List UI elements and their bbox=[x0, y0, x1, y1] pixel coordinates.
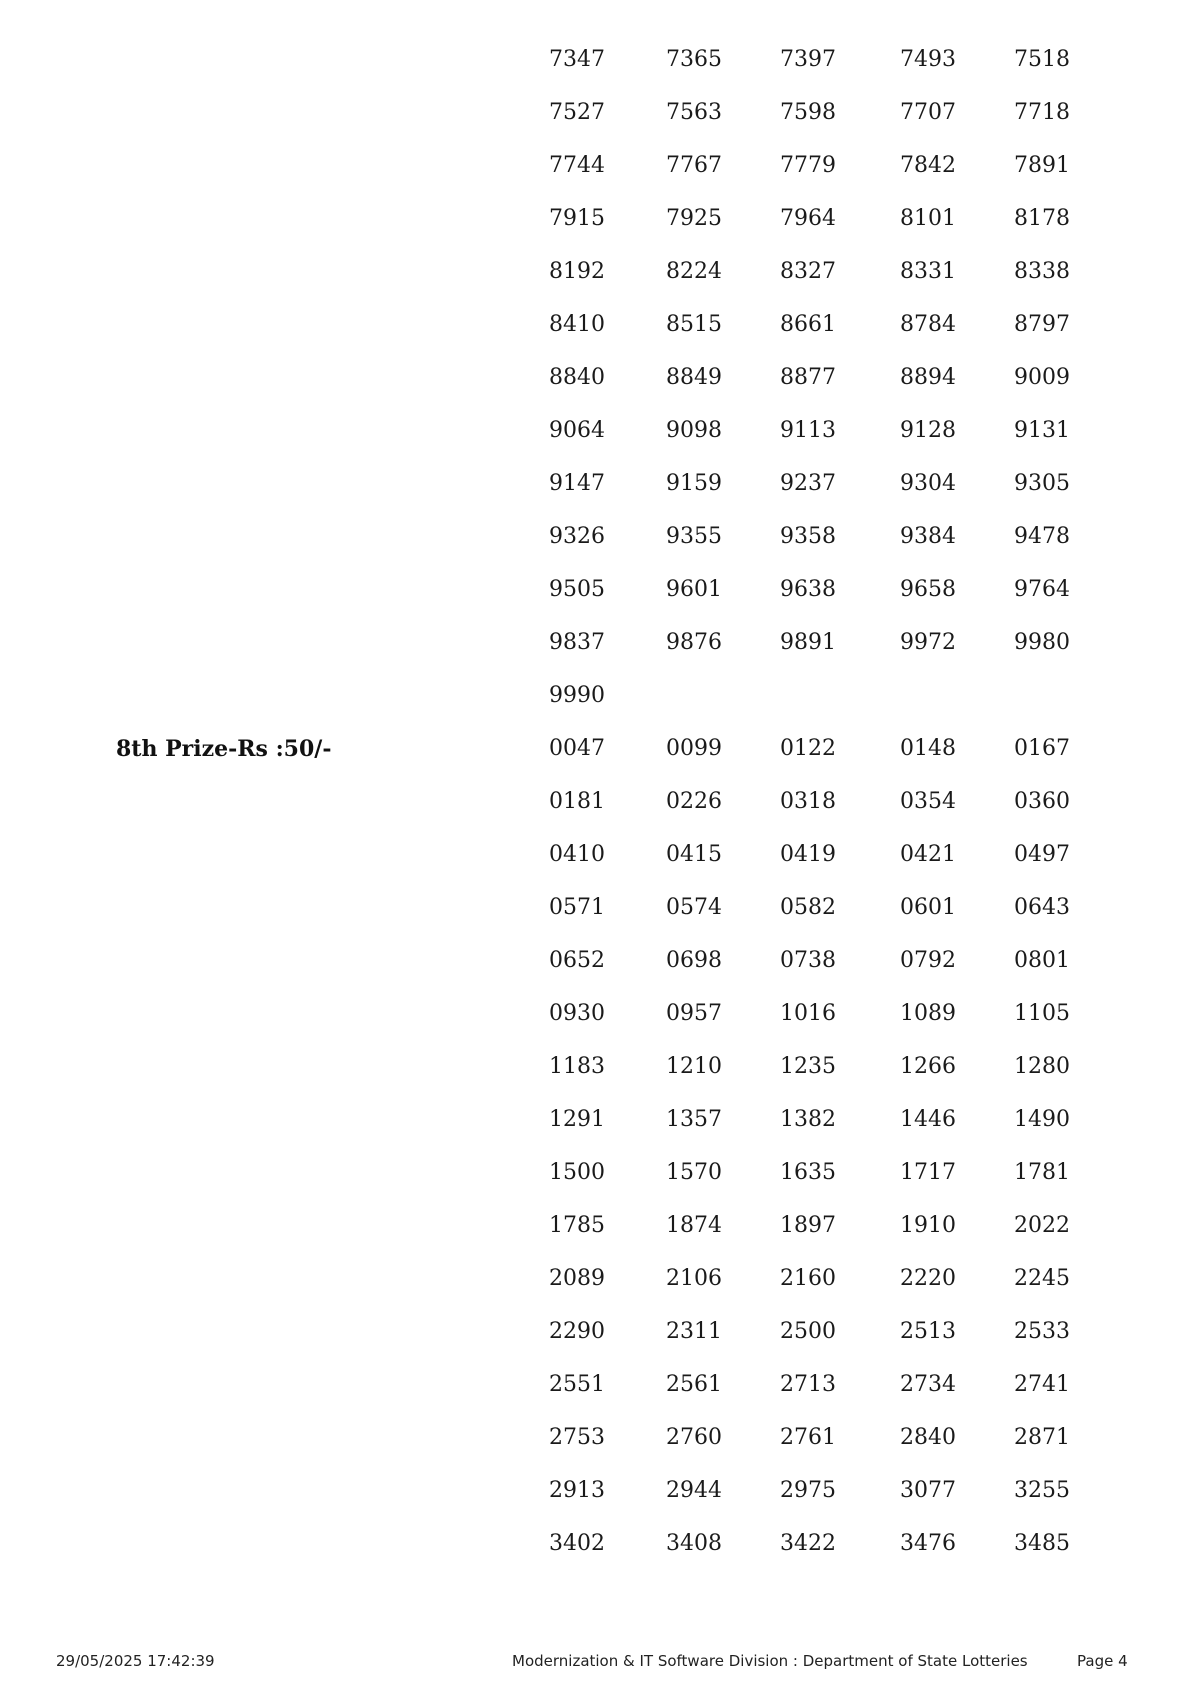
ticket-number: 7925 bbox=[666, 206, 722, 231]
ticket-number: 1357 bbox=[666, 1107, 722, 1132]
ticket-number: 8192 bbox=[549, 259, 605, 284]
ticket-number: 1446 bbox=[900, 1107, 956, 1132]
ticket-number: 7493 bbox=[900, 47, 956, 72]
ticket-number: 2513 bbox=[900, 1319, 956, 1344]
ticket-number: 9764 bbox=[1014, 577, 1070, 602]
ticket-number: 7518 bbox=[1014, 47, 1070, 72]
ticket-number: 2220 bbox=[900, 1266, 956, 1291]
ticket-number: 1717 bbox=[900, 1160, 956, 1185]
ticket-number: 1874 bbox=[666, 1213, 722, 1238]
ticket-number: 7563 bbox=[666, 100, 722, 125]
ticket-number: 9355 bbox=[666, 524, 722, 549]
ticket-number: 7527 bbox=[549, 100, 605, 125]
ticket-number: 2741 bbox=[1014, 1372, 1070, 1397]
ticket-number: 3422 bbox=[780, 1531, 836, 1556]
ticket-number: 8338 bbox=[1014, 259, 1070, 284]
ticket-number: 7347 bbox=[549, 47, 605, 72]
ticket-number: 1291 bbox=[549, 1107, 605, 1132]
ticket-number: 0574 bbox=[666, 895, 722, 920]
ticket-number: 0318 bbox=[780, 789, 836, 814]
ticket-number: 8224 bbox=[666, 259, 722, 284]
ticket-number: 7598 bbox=[780, 100, 836, 125]
ticket-number: 8178 bbox=[1014, 206, 1070, 231]
ticket-number: 2160 bbox=[780, 1266, 836, 1291]
ticket-number: 2713 bbox=[780, 1372, 836, 1397]
ticket-number: 9113 bbox=[780, 418, 836, 443]
ticket-number: 1897 bbox=[780, 1213, 836, 1238]
ticket-number: 0652 bbox=[549, 948, 605, 973]
ticket-number: 1105 bbox=[1014, 1001, 1070, 1026]
ticket-number: 3485 bbox=[1014, 1531, 1070, 1556]
ticket-number: 7718 bbox=[1014, 100, 1070, 125]
ticket-number: 2944 bbox=[666, 1478, 722, 1503]
ticket-number: 9009 bbox=[1014, 365, 1070, 390]
ticket-number: 8784 bbox=[900, 312, 956, 337]
ticket-number: 2734 bbox=[900, 1372, 956, 1397]
ticket-number: 1210 bbox=[666, 1054, 722, 1079]
ticket-number: 1089 bbox=[900, 1001, 956, 1026]
ticket-number: 1500 bbox=[549, 1160, 605, 1185]
ticket-number: 0582 bbox=[780, 895, 836, 920]
ticket-number: 9326 bbox=[549, 524, 605, 549]
ticket-number: 3476 bbox=[900, 1531, 956, 1556]
ticket-number: 0099 bbox=[666, 736, 722, 761]
ticket-number: 9064 bbox=[549, 418, 605, 443]
footer-timestamp: 29/05/2025 17:42:39 bbox=[56, 1652, 215, 1670]
ticket-number: 7365 bbox=[666, 47, 722, 72]
ticket-number: 8894 bbox=[900, 365, 956, 390]
ticket-number: 0122 bbox=[780, 736, 836, 761]
ticket-number: 2022 bbox=[1014, 1213, 1070, 1238]
ticket-number: 9658 bbox=[900, 577, 956, 602]
ticket-number: 0643 bbox=[1014, 895, 1070, 920]
ticket-number: 0181 bbox=[549, 789, 605, 814]
ticket-number: 3408 bbox=[666, 1531, 722, 1556]
ticket-number: 9304 bbox=[900, 471, 956, 496]
ticket-number: 0419 bbox=[780, 842, 836, 867]
ticket-number: 8331 bbox=[900, 259, 956, 284]
ticket-number: 0226 bbox=[666, 789, 722, 814]
ticket-number: 9876 bbox=[666, 630, 722, 655]
ticket-number: 8877 bbox=[780, 365, 836, 390]
ticket-number: 8101 bbox=[900, 206, 956, 231]
ticket-number: 7707 bbox=[900, 100, 956, 125]
ticket-number: 3255 bbox=[1014, 1478, 1070, 1503]
ticket-number: 0601 bbox=[900, 895, 956, 920]
ticket-number: 9305 bbox=[1014, 471, 1070, 496]
ticket-number: 9638 bbox=[780, 577, 836, 602]
ticket-number: 0360 bbox=[1014, 789, 1070, 814]
ticket-number: 7915 bbox=[549, 206, 605, 231]
ticket-number: 0421 bbox=[900, 842, 956, 867]
ticket-number: 1781 bbox=[1014, 1160, 1070, 1185]
ticket-number: 8840 bbox=[549, 365, 605, 390]
ticket-number: 2561 bbox=[666, 1372, 722, 1397]
ticket-number: 9358 bbox=[780, 524, 836, 549]
ticket-number: 0957 bbox=[666, 1001, 722, 1026]
ticket-number: 8661 bbox=[780, 312, 836, 337]
ticket-number: 2753 bbox=[549, 1425, 605, 1450]
ticket-number: 0930 bbox=[549, 1001, 605, 1026]
ticket-number: 2245 bbox=[1014, 1266, 1070, 1291]
ticket-number: 0792 bbox=[900, 948, 956, 973]
ticket-number: 9891 bbox=[780, 630, 836, 655]
ticket-number: 9098 bbox=[666, 418, 722, 443]
ticket-number: 2311 bbox=[666, 1319, 722, 1344]
footer-division: Modernization & IT Software Division : Department of State Lotteries bbox=[512, 1652, 1028, 1670]
ticket-number: 1490 bbox=[1014, 1107, 1070, 1132]
ticket-number: 9478 bbox=[1014, 524, 1070, 549]
ticket-number: 7891 bbox=[1014, 153, 1070, 178]
ticket-number: 2913 bbox=[549, 1478, 605, 1503]
ticket-number: 7842 bbox=[900, 153, 956, 178]
ticket-number: 0047 bbox=[549, 736, 605, 761]
ticket-number: 9384 bbox=[900, 524, 956, 549]
ticket-number: 9990 bbox=[549, 683, 605, 708]
ticket-number: 9159 bbox=[666, 471, 722, 496]
ticket-number: 7397 bbox=[780, 47, 836, 72]
ticket-number: 7964 bbox=[780, 206, 836, 231]
ticket-number: 1635 bbox=[780, 1160, 836, 1185]
ticket-number: 0410 bbox=[549, 842, 605, 867]
prize-label: 8th Prize-Rs :50/- bbox=[116, 736, 332, 762]
ticket-number: 1280 bbox=[1014, 1054, 1070, 1079]
ticket-number: 0571 bbox=[549, 895, 605, 920]
ticket-number: 1016 bbox=[780, 1001, 836, 1026]
ticket-number: 2840 bbox=[900, 1425, 956, 1450]
ticket-number: 3402 bbox=[549, 1531, 605, 1556]
ticket-number: 9237 bbox=[780, 471, 836, 496]
ticket-number: 2533 bbox=[1014, 1319, 1070, 1344]
footer-page-number: Page 4 bbox=[1077, 1652, 1128, 1670]
ticket-number: 8849 bbox=[666, 365, 722, 390]
ticket-number: 2975 bbox=[780, 1478, 836, 1503]
ticket-number: 1266 bbox=[900, 1054, 956, 1079]
ticket-number: 9972 bbox=[900, 630, 956, 655]
ticket-number: 2290 bbox=[549, 1319, 605, 1344]
ticket-number: 1382 bbox=[780, 1107, 836, 1132]
ticket-number: 0354 bbox=[900, 789, 956, 814]
ticket-number: 2871 bbox=[1014, 1425, 1070, 1450]
ticket-number: 2500 bbox=[780, 1319, 836, 1344]
ticket-number: 9837 bbox=[549, 630, 605, 655]
ticket-number: 8327 bbox=[780, 259, 836, 284]
ticket-number: 2761 bbox=[780, 1425, 836, 1450]
ticket-number: 9128 bbox=[900, 418, 956, 443]
ticket-number: 9601 bbox=[666, 577, 722, 602]
ticket-number: 1785 bbox=[549, 1213, 605, 1238]
ticket-number: 9505 bbox=[549, 577, 605, 602]
ticket-number: 8797 bbox=[1014, 312, 1070, 337]
ticket-number: 7779 bbox=[780, 153, 836, 178]
ticket-number: 8515 bbox=[666, 312, 722, 337]
ticket-number: 9131 bbox=[1014, 418, 1070, 443]
ticket-number: 2106 bbox=[666, 1266, 722, 1291]
ticket-number: 3077 bbox=[900, 1478, 956, 1503]
ticket-number: 1570 bbox=[666, 1160, 722, 1185]
ticket-number: 0148 bbox=[900, 736, 956, 761]
ticket-number: 2760 bbox=[666, 1425, 722, 1450]
ticket-number: 0738 bbox=[780, 948, 836, 973]
ticket-number: 0415 bbox=[666, 842, 722, 867]
ticket-number: 1183 bbox=[549, 1054, 605, 1079]
ticket-number: 9980 bbox=[1014, 630, 1070, 655]
ticket-number: 2551 bbox=[549, 1372, 605, 1397]
ticket-number: 2089 bbox=[549, 1266, 605, 1291]
ticket-number: 1910 bbox=[900, 1213, 956, 1238]
ticket-number: 0167 bbox=[1014, 736, 1070, 761]
ticket-number: 8410 bbox=[549, 312, 605, 337]
ticket-number: 7767 bbox=[666, 153, 722, 178]
ticket-number: 0698 bbox=[666, 948, 722, 973]
ticket-number: 0497 bbox=[1014, 842, 1070, 867]
ticket-number: 0801 bbox=[1014, 948, 1070, 973]
ticket-number: 7744 bbox=[549, 153, 605, 178]
ticket-number: 9147 bbox=[549, 471, 605, 496]
ticket-number: 1235 bbox=[780, 1054, 836, 1079]
